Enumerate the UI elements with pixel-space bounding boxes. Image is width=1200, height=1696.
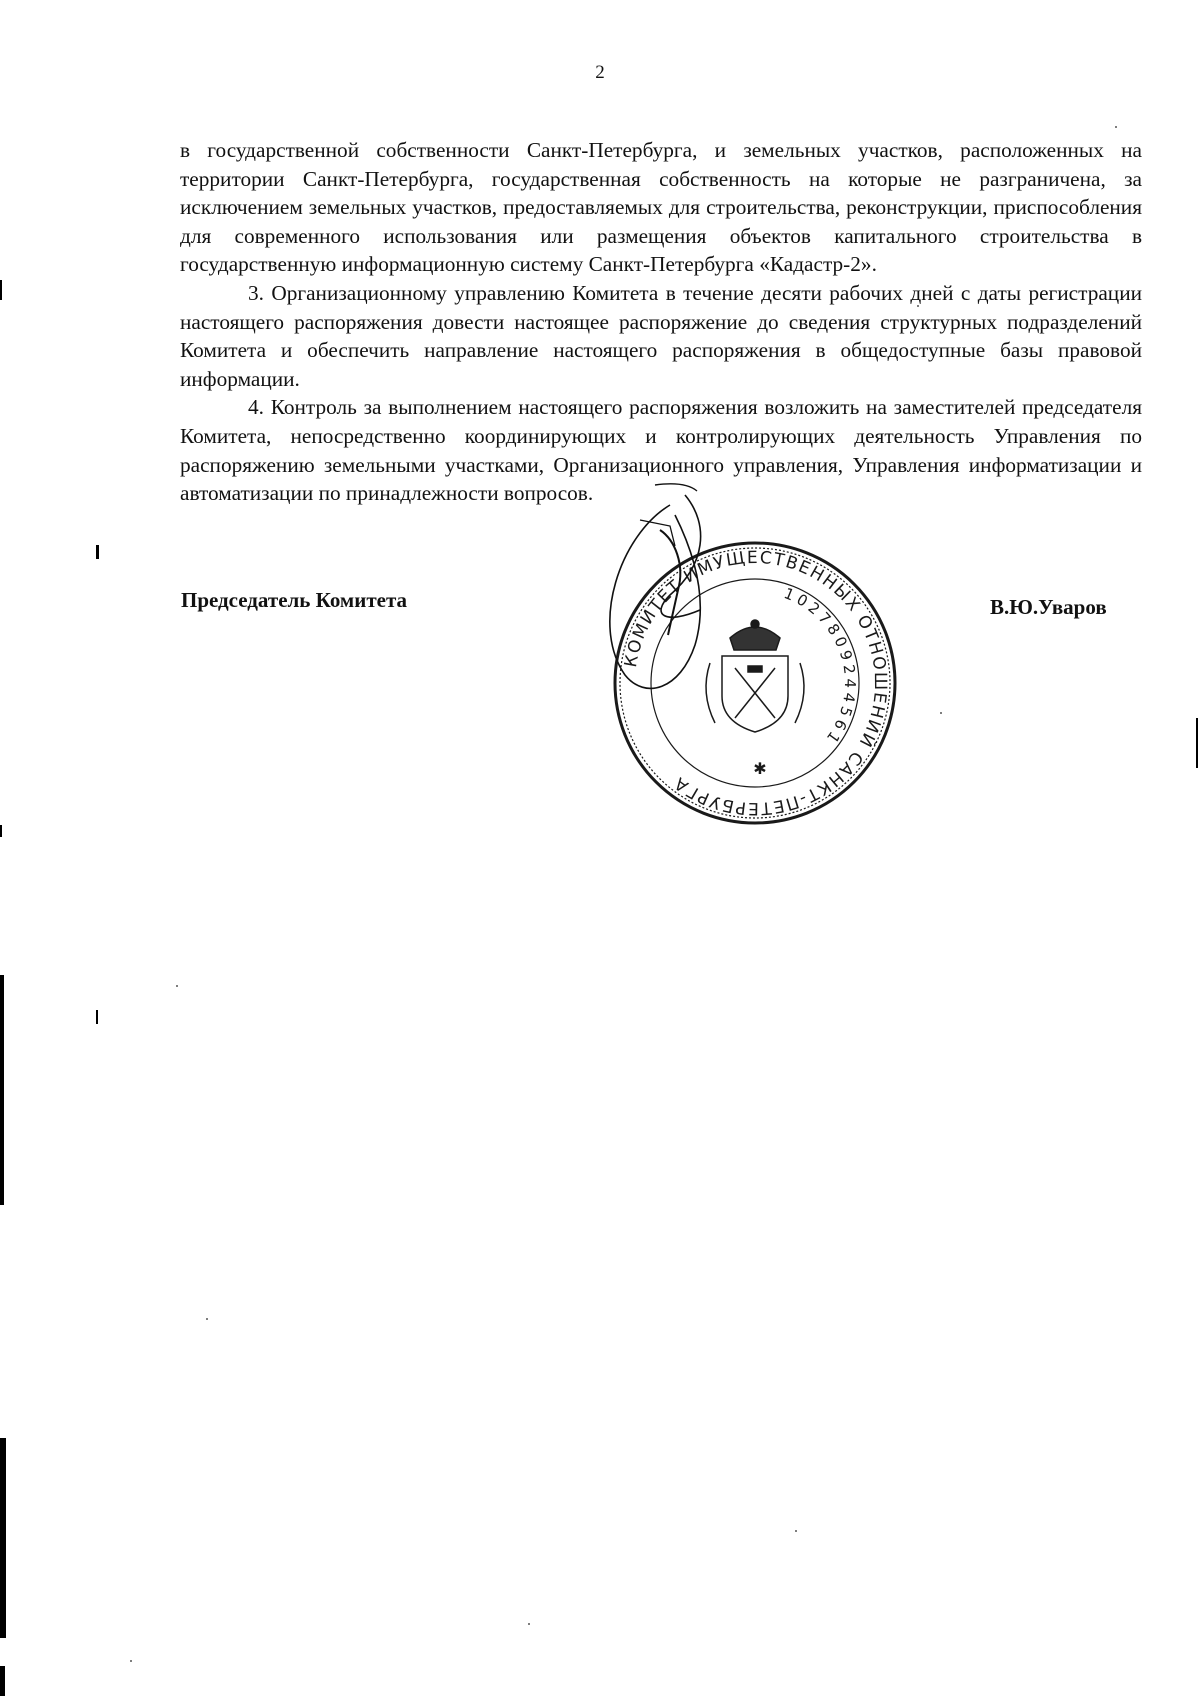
scan-mark	[96, 545, 99, 559]
scan-mark	[1196, 718, 1198, 768]
handwritten-signature	[600, 475, 800, 725]
document-body	[180, 136, 1142, 508]
scan-dot	[528, 1623, 530, 1625]
scan-dot	[176, 985, 178, 987]
scan-mark	[0, 1438, 6, 1638]
page-number: 2	[595, 62, 605, 83]
paragraph-3: 3. Организационному управлению Комитета в течение десяти рабочих дней с даты регистрации настоящего распоряжения довести настоящее распоряжение до сведения структурных подразделений Комитета и обеспечить направление настоящего распоряжения в общедоступные базы правовой информации.	[180, 280, 1142, 391]
scan-dot	[795, 1530, 797, 1532]
scan-mark	[0, 975, 4, 1205]
seal-outer-textpath: КОМИТЕТ ИМУЩЕСТВЕННЫХ ОТНОШЕНИЙ САНКТ-ПЕТЕРБУРГА	[621, 547, 891, 819]
scan-dot	[940, 712, 942, 714]
seal-star-icon: ✱	[753, 761, 767, 778]
paragraph-continuation: в государственной собственности Санкт-Петербурга, и земельных участков, расположенных на территории Санкт-Петербурга, государственная собственность на которые не разграничена, за исключением земельных участков, предоставляемых для строительства, реконструкции, приспособления для современного использования или размещения объектов капитального строительства в государственную информационную систему Санкт-Петербурга «Кадастр-2».	[180, 138, 1142, 277]
scan-mark	[96, 1010, 98, 1024]
signatory-title: Председатель Комитета	[181, 588, 408, 612]
signatory-name: В.Ю.Уваров	[990, 595, 1107, 619]
scan-dot	[206, 1318, 208, 1320]
scan-mark	[0, 1666, 5, 1696]
seal-number-textpath: 1027809244561	[781, 584, 860, 750]
scan-dot	[130, 1660, 132, 1662]
scan-mark	[0, 825, 2, 837]
scan-dot	[1115, 126, 1117, 128]
paragraph-4: 4. Контроль за выполнением настоящего распоряжения возложить на заместителей председателя Комитета, непосредственно координирующих и контролирующих деятельность Управления по распоряжению земельными участками, Организационного управления, Управления информатизации и автоматизации по принадлежности вопросов.	[180, 395, 1142, 506]
scan-dot	[917, 305, 919, 307]
scan-mark	[0, 280, 2, 300]
